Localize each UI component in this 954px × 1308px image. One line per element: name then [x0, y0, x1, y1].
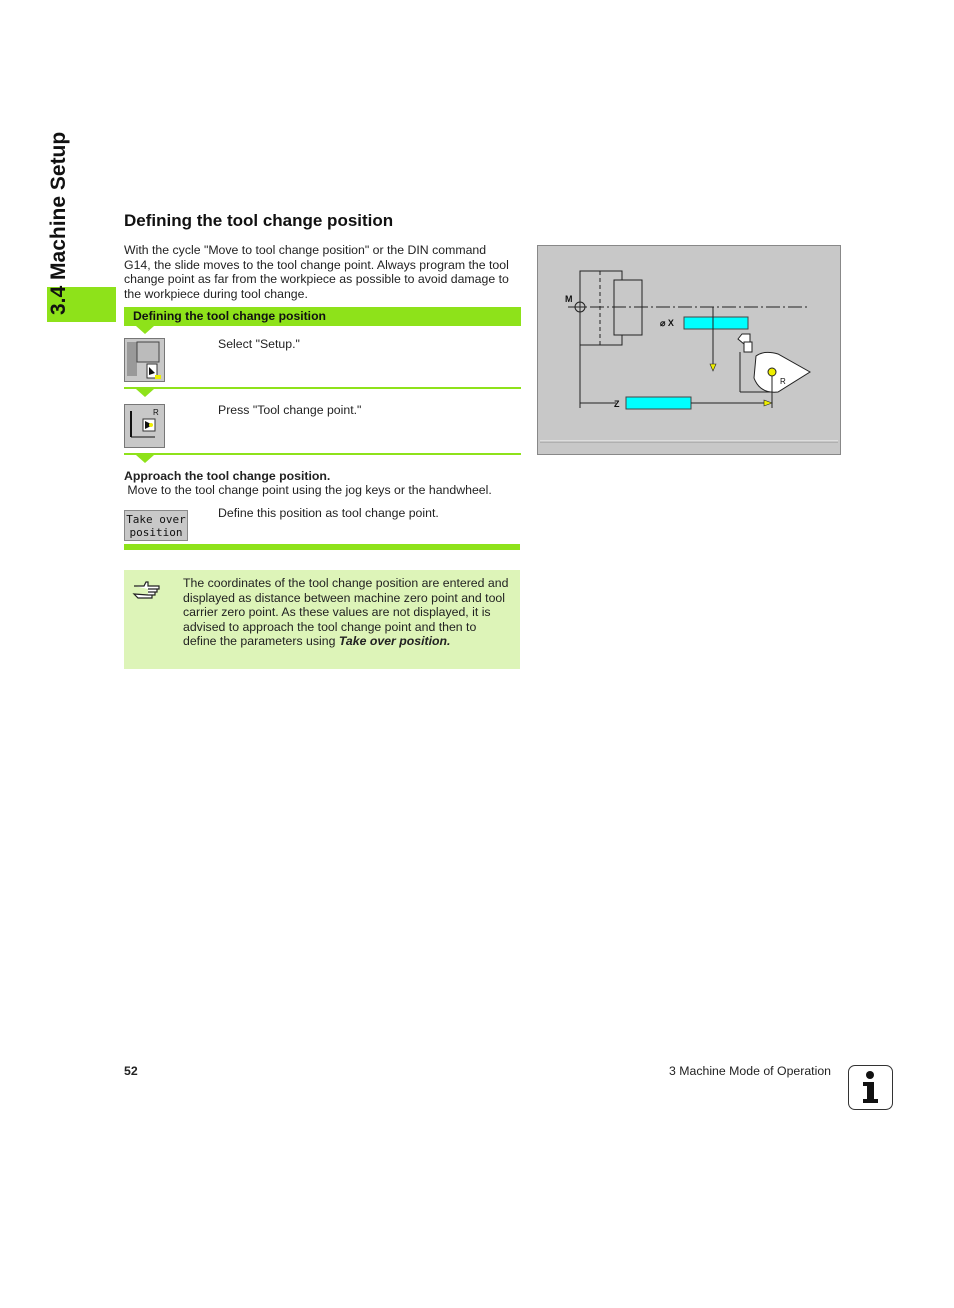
note-text-bold: Take over position.: [338, 634, 451, 648]
take-over-label-line2: position: [129, 526, 183, 539]
tool-change-diagram: [537, 245, 841, 455]
approach-text: Move to the tool change point using the jog keys or the handwheel.: [124, 483, 492, 497]
z-value-field: [626, 397, 691, 409]
step-arrow: [136, 326, 154, 334]
chapter-footer: 3 Machine Mode of Operation: [669, 1064, 832, 1078]
step-1-text: Select "Setup.": [218, 337, 300, 351]
info-icon: [848, 1065, 893, 1110]
tool-change-point-icon[interactable]: [124, 404, 165, 448]
step-arrow: [136, 455, 154, 463]
x-label: ⌀ X: [660, 318, 674, 328]
setup-icon[interactable]: [124, 338, 165, 382]
note-text: [183, 576, 513, 649]
take-over-text: Define this position as tool change point.: [218, 506, 439, 520]
section-heading: Defining the tool change position: [124, 211, 394, 230]
procedure-title: Defining the tool change position: [133, 309, 326, 323]
procedure-bottom-bar: [124, 544, 520, 550]
r-label-icon: R: [153, 408, 159, 417]
step-arrow: [136, 389, 154, 397]
m-label: M: [565, 294, 573, 304]
step-divider: [124, 453, 521, 455]
step-divider: [124, 387, 521, 389]
take-over-position-button[interactable]: [124, 510, 188, 541]
r-label: R: [780, 377, 786, 386]
x-value-field: [684, 317, 748, 329]
z-label: Z: [614, 399, 620, 409]
intro-paragraph: With the cycle "Move to tool change position" or the DIN command G14, the slide moves to the tool change point. Always program the tool change point as far from the workpiece as possible to avoid damage to the workpiece during tool change.: [124, 243, 509, 301]
pointing-hand-icon: [132, 578, 162, 605]
approach-title: Approach the tool change position.: [124, 469, 331, 483]
take-over-label-line1: Take over: [126, 513, 186, 526]
chapter-side-title: 3.4 Machine Setup: [47, 131, 70, 315]
page-number: 52: [124, 1064, 138, 1078]
procedure-header: [124, 307, 521, 326]
step-2-text: Press "Tool change point.": [218, 403, 362, 417]
note-text-body: The coordinates of the tool change position are entered and displayed as distance between machine zero point and tool carrier zero point. As these values are not displayed, it is advised to approach the tool change point and then to define the parameters using: [183, 576, 509, 648]
